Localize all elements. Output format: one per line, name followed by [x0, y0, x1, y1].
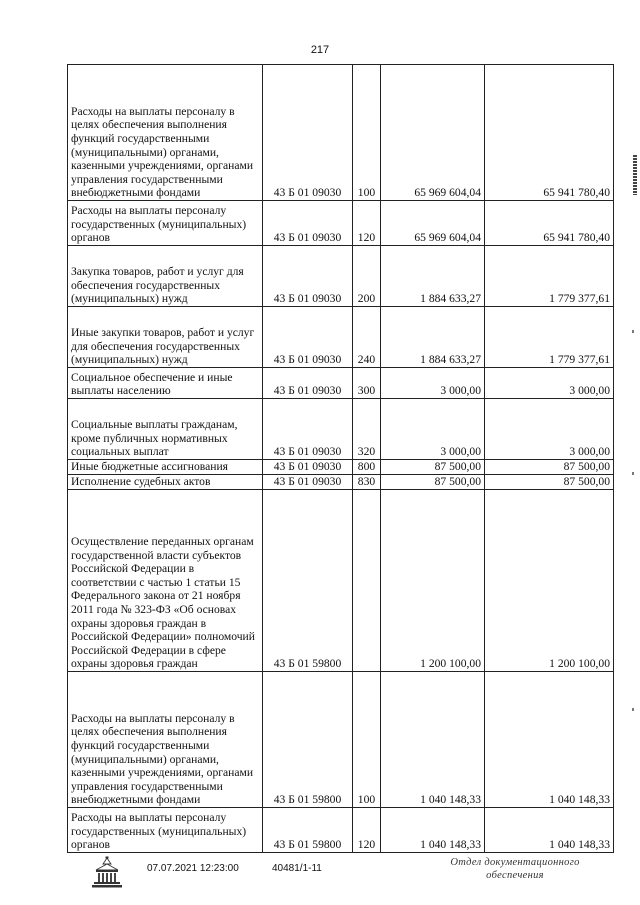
row-vr-cell: 830 — [353, 475, 381, 490]
row-name-cell: Расходы на выплаты персоналу в целях обеспечения выполнения функций государственными (муниципальными) органами, казенными учреждениями, органами управления государственными внебюджетными фондами — [68, 65, 263, 201]
row-vr-cell: 300 — [353, 368, 381, 399]
row-code-cell: 43 Б 01 09030 — [263, 475, 353, 490]
stamp-line: обеспечения — [486, 870, 544, 881]
table-row — [68, 307, 614, 368]
row-code-cell: 43 Б 01 59800 — [263, 808, 353, 853]
row-code-cell: 43 Б 01 09030 — [263, 307, 353, 368]
row-sum2-cell: 65 941 780,40 — [485, 65, 614, 201]
row-code-cell: 43 Б 01 09030 — [263, 246, 353, 307]
row-sum1-cell: 87 500,00 — [381, 475, 485, 490]
row-name-cell: Расходы на выплаты персоналу государственных (муниципальных) органов — [68, 808, 263, 853]
table-row — [68, 808, 614, 853]
row-sum1-cell: 65 969 604,04 — [381, 65, 485, 201]
row-code-cell: 43 Б 01 59800 — [263, 490, 353, 672]
row-sum1-cell: 87 500,00 — [381, 460, 485, 475]
table-row — [68, 65, 614, 201]
table-row — [68, 672, 614, 808]
row-sum2-cell: 1 779 377,61 — [485, 246, 614, 307]
scan-edge-dot — [632, 472, 634, 475]
row-name-cell: Иные бюджетные ассигнования — [68, 460, 263, 475]
row-vr-cell: 800 — [353, 460, 381, 475]
row-sum2-cell: 1 040 148,33 — [485, 808, 614, 853]
row-code-cell: 43 Б 01 09030 — [263, 368, 353, 399]
row-code-cell: 43 Б 01 09030 — [263, 399, 353, 460]
table-row — [68, 490, 614, 672]
row-sum2-cell: 65 941 780,40 — [485, 201, 614, 246]
row-name-cell: Иные закупки товаров, работ и услуг для обеспечения государственных (муниципальных) нужд — [68, 307, 263, 368]
row-vr-cell: 120 — [353, 201, 381, 246]
table-row — [68, 368, 614, 399]
stamp-line: Отдел документационного — [450, 857, 580, 868]
row-sum1-cell: 1 040 148,33 — [381, 672, 485, 808]
row-vr-cell: 320 — [353, 399, 381, 460]
row-sum1-cell: 3 000,00 — [381, 399, 485, 460]
row-sum2-cell: 87 500,00 — [485, 475, 614, 490]
row-sum2-cell: 1 040 148,33 — [485, 672, 614, 808]
row-name-cell: Социальные выплаты гражданам, кроме публичных нормативных социальных выплат — [68, 399, 263, 460]
row-sum1-cell: 1 884 633,27 — [381, 307, 485, 368]
department-stamp — [430, 856, 600, 882]
row-sum1-cell: 1 200 100,00 — [381, 490, 485, 672]
row-sum2-cell: 1 200 100,00 — [485, 490, 614, 672]
row-code-cell: 43 Б 01 09030 — [263, 65, 353, 201]
row-name-cell: Исполнение судебных актов — [68, 475, 263, 490]
row-vr-cell: 100 — [353, 672, 381, 808]
row-name-cell: Осуществление переданных органам государственной власти субъектов Российской Федерации в соответствии с частью 1 статьи 15 Федерального закона от 21 ноября 2011 года № 323-ФЗ «Об основах охраны здоровья граждан в Российской Федерации» полномочий Российской Федерации в сфере охраны здоровья граждан — [68, 490, 263, 672]
budget-table — [67, 64, 614, 853]
table-row — [68, 246, 614, 307]
row-code-cell: 43 Б 01 59800 — [263, 672, 353, 808]
row-vr-cell: 120 — [353, 808, 381, 853]
row-vr-cell: 240 — [353, 307, 381, 368]
document-number: 40481/1-11 — [272, 863, 322, 874]
scan-edge-dot — [632, 708, 634, 711]
row-vr-cell: 200 — [353, 246, 381, 307]
page-footer — [0, 856, 640, 896]
scan-edge-dot — [632, 330, 634, 333]
row-name-cell: Социальное обеспечение и иные выплаты населению — [68, 368, 263, 399]
building-emblem-icon — [92, 856, 122, 888]
table-row — [68, 201, 614, 246]
row-name-cell: Закупка товаров, работ и услуг для обеспечения государственных (муниципальных) нужд — [68, 246, 263, 307]
print-timestamp: 07.07.2021 12:23:00 — [147, 863, 239, 874]
row-sum1-cell: 1 884 633,27 — [381, 246, 485, 307]
row-sum2-cell: 3 000,00 — [485, 368, 614, 399]
row-code-cell: 43 Б 01 09030 — [263, 460, 353, 475]
row-sum2-cell: 3 000,00 — [485, 399, 614, 460]
row-sum1-cell: 1 040 148,33 — [381, 808, 485, 853]
row-vr-cell: 100 — [353, 65, 381, 201]
row-sum2-cell: 1 779 377,61 — [485, 307, 614, 368]
table-row — [68, 460, 614, 475]
row-vr-cell — [353, 490, 381, 672]
row-sum1-cell: 65 969 604,04 — [381, 201, 485, 246]
row-sum2-cell: 87 500,00 — [485, 460, 614, 475]
row-name-cell: Расходы на выплаты персоналу в целях обеспечения выполнения функций государственными (муниципальными) органами, казенными учреждениями, органами управления государственными внебюджетными фондами — [68, 672, 263, 808]
scan-edge-mark — [633, 155, 637, 195]
table-row — [68, 399, 614, 460]
row-sum1-cell: 3 000,00 — [381, 368, 485, 399]
page-number: 217 — [310, 44, 330, 56]
row-name-cell: Расходы на выплаты персоналу государственных (муниципальных) органов — [68, 201, 263, 246]
table-row — [68, 475, 614, 490]
row-code-cell: 43 Б 01 09030 — [263, 201, 353, 246]
